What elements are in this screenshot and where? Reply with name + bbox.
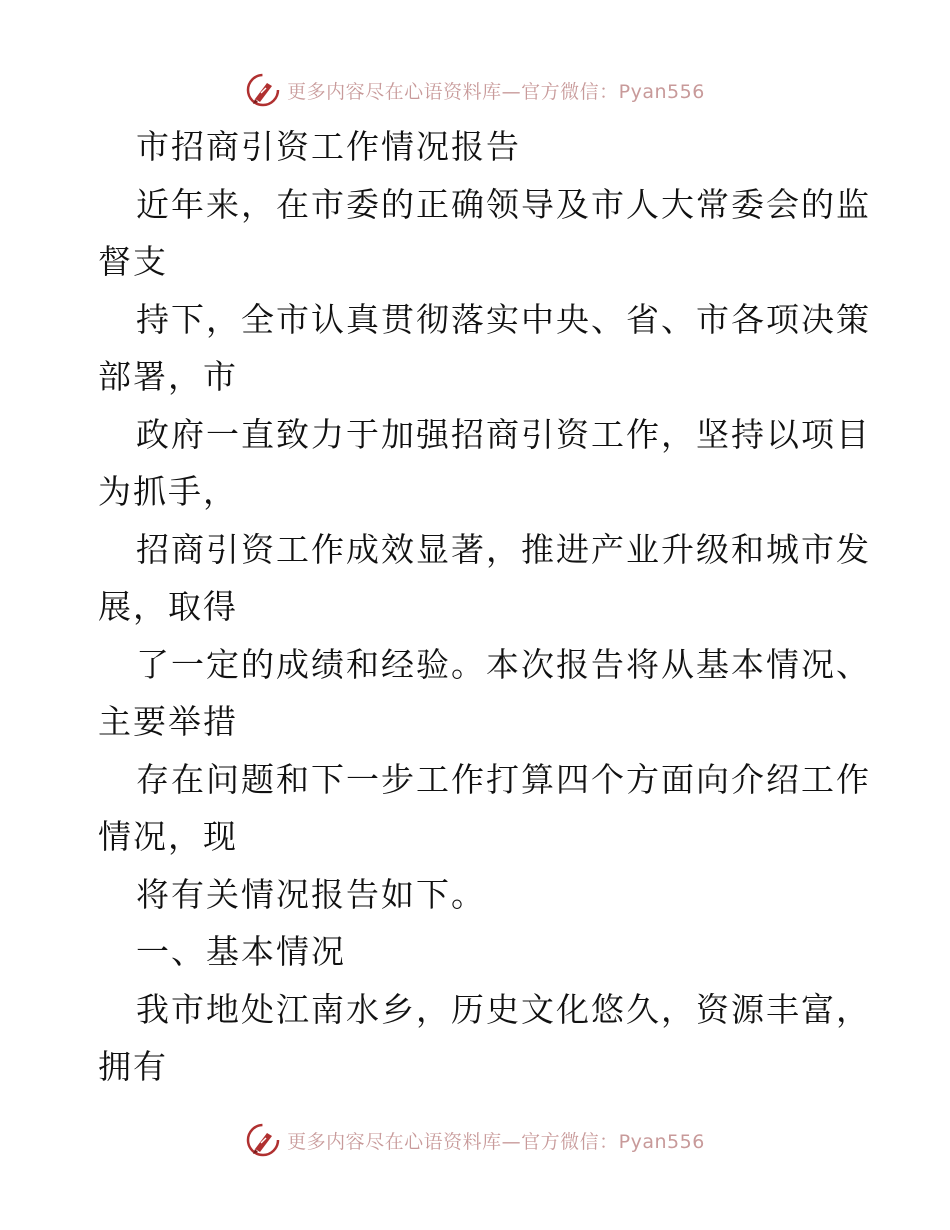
- text-line: 为抓手，: [98, 472, 238, 511]
- text-line: 督支: [98, 242, 168, 281]
- pen-nib-logo-icon: [245, 72, 281, 108]
- text-line: 一、基本情况: [136, 932, 346, 971]
- document-title: 市招商引资工作情况报告: [136, 127, 521, 166]
- text-line: 展，取得: [98, 587, 238, 626]
- text-line: 我市地处江南水乡，历史文化悠久，资源丰富，: [136, 989, 871, 1029]
- text-line: 持下，全市认真贯彻落实中央、省、市各项决策: [136, 299, 871, 339]
- document-body: [98, 118, 871, 1096]
- text-line: 部署，市: [98, 357, 238, 396]
- text-line: 招商引资工作成效显著，推进产业升级和城市发: [136, 529, 871, 569]
- text-line: 情况，现: [98, 817, 238, 856]
- banner-text: 更多内容尽在心语资料库—官方微信：Pyan556: [287, 80, 705, 103]
- text-line: 主要举措: [98, 702, 238, 741]
- pen-nib-logo-icon: [245, 1122, 281, 1158]
- text-line: 近年来，在市委的正确领导及市人大常委会的监: [136, 184, 871, 224]
- text-line: 了一定的成绩和经验。本次报告将从基本情况、: [136, 644, 871, 684]
- banner-text: 更多内容尽在心语资料库—官方微信：Pyan556: [287, 1130, 705, 1153]
- footer-banner: [0, 1120, 950, 1160]
- text-line: 拥有: [98, 1047, 168, 1086]
- text-line: 存在问题和下一步工作打算四个方面向介绍工作: [136, 759, 871, 799]
- header-banner: [0, 70, 950, 110]
- text-line: 将有关情况报告如下。: [136, 874, 486, 914]
- text-line: 政府一直致力于加强招商引资工作，坚持以项目: [136, 414, 871, 454]
